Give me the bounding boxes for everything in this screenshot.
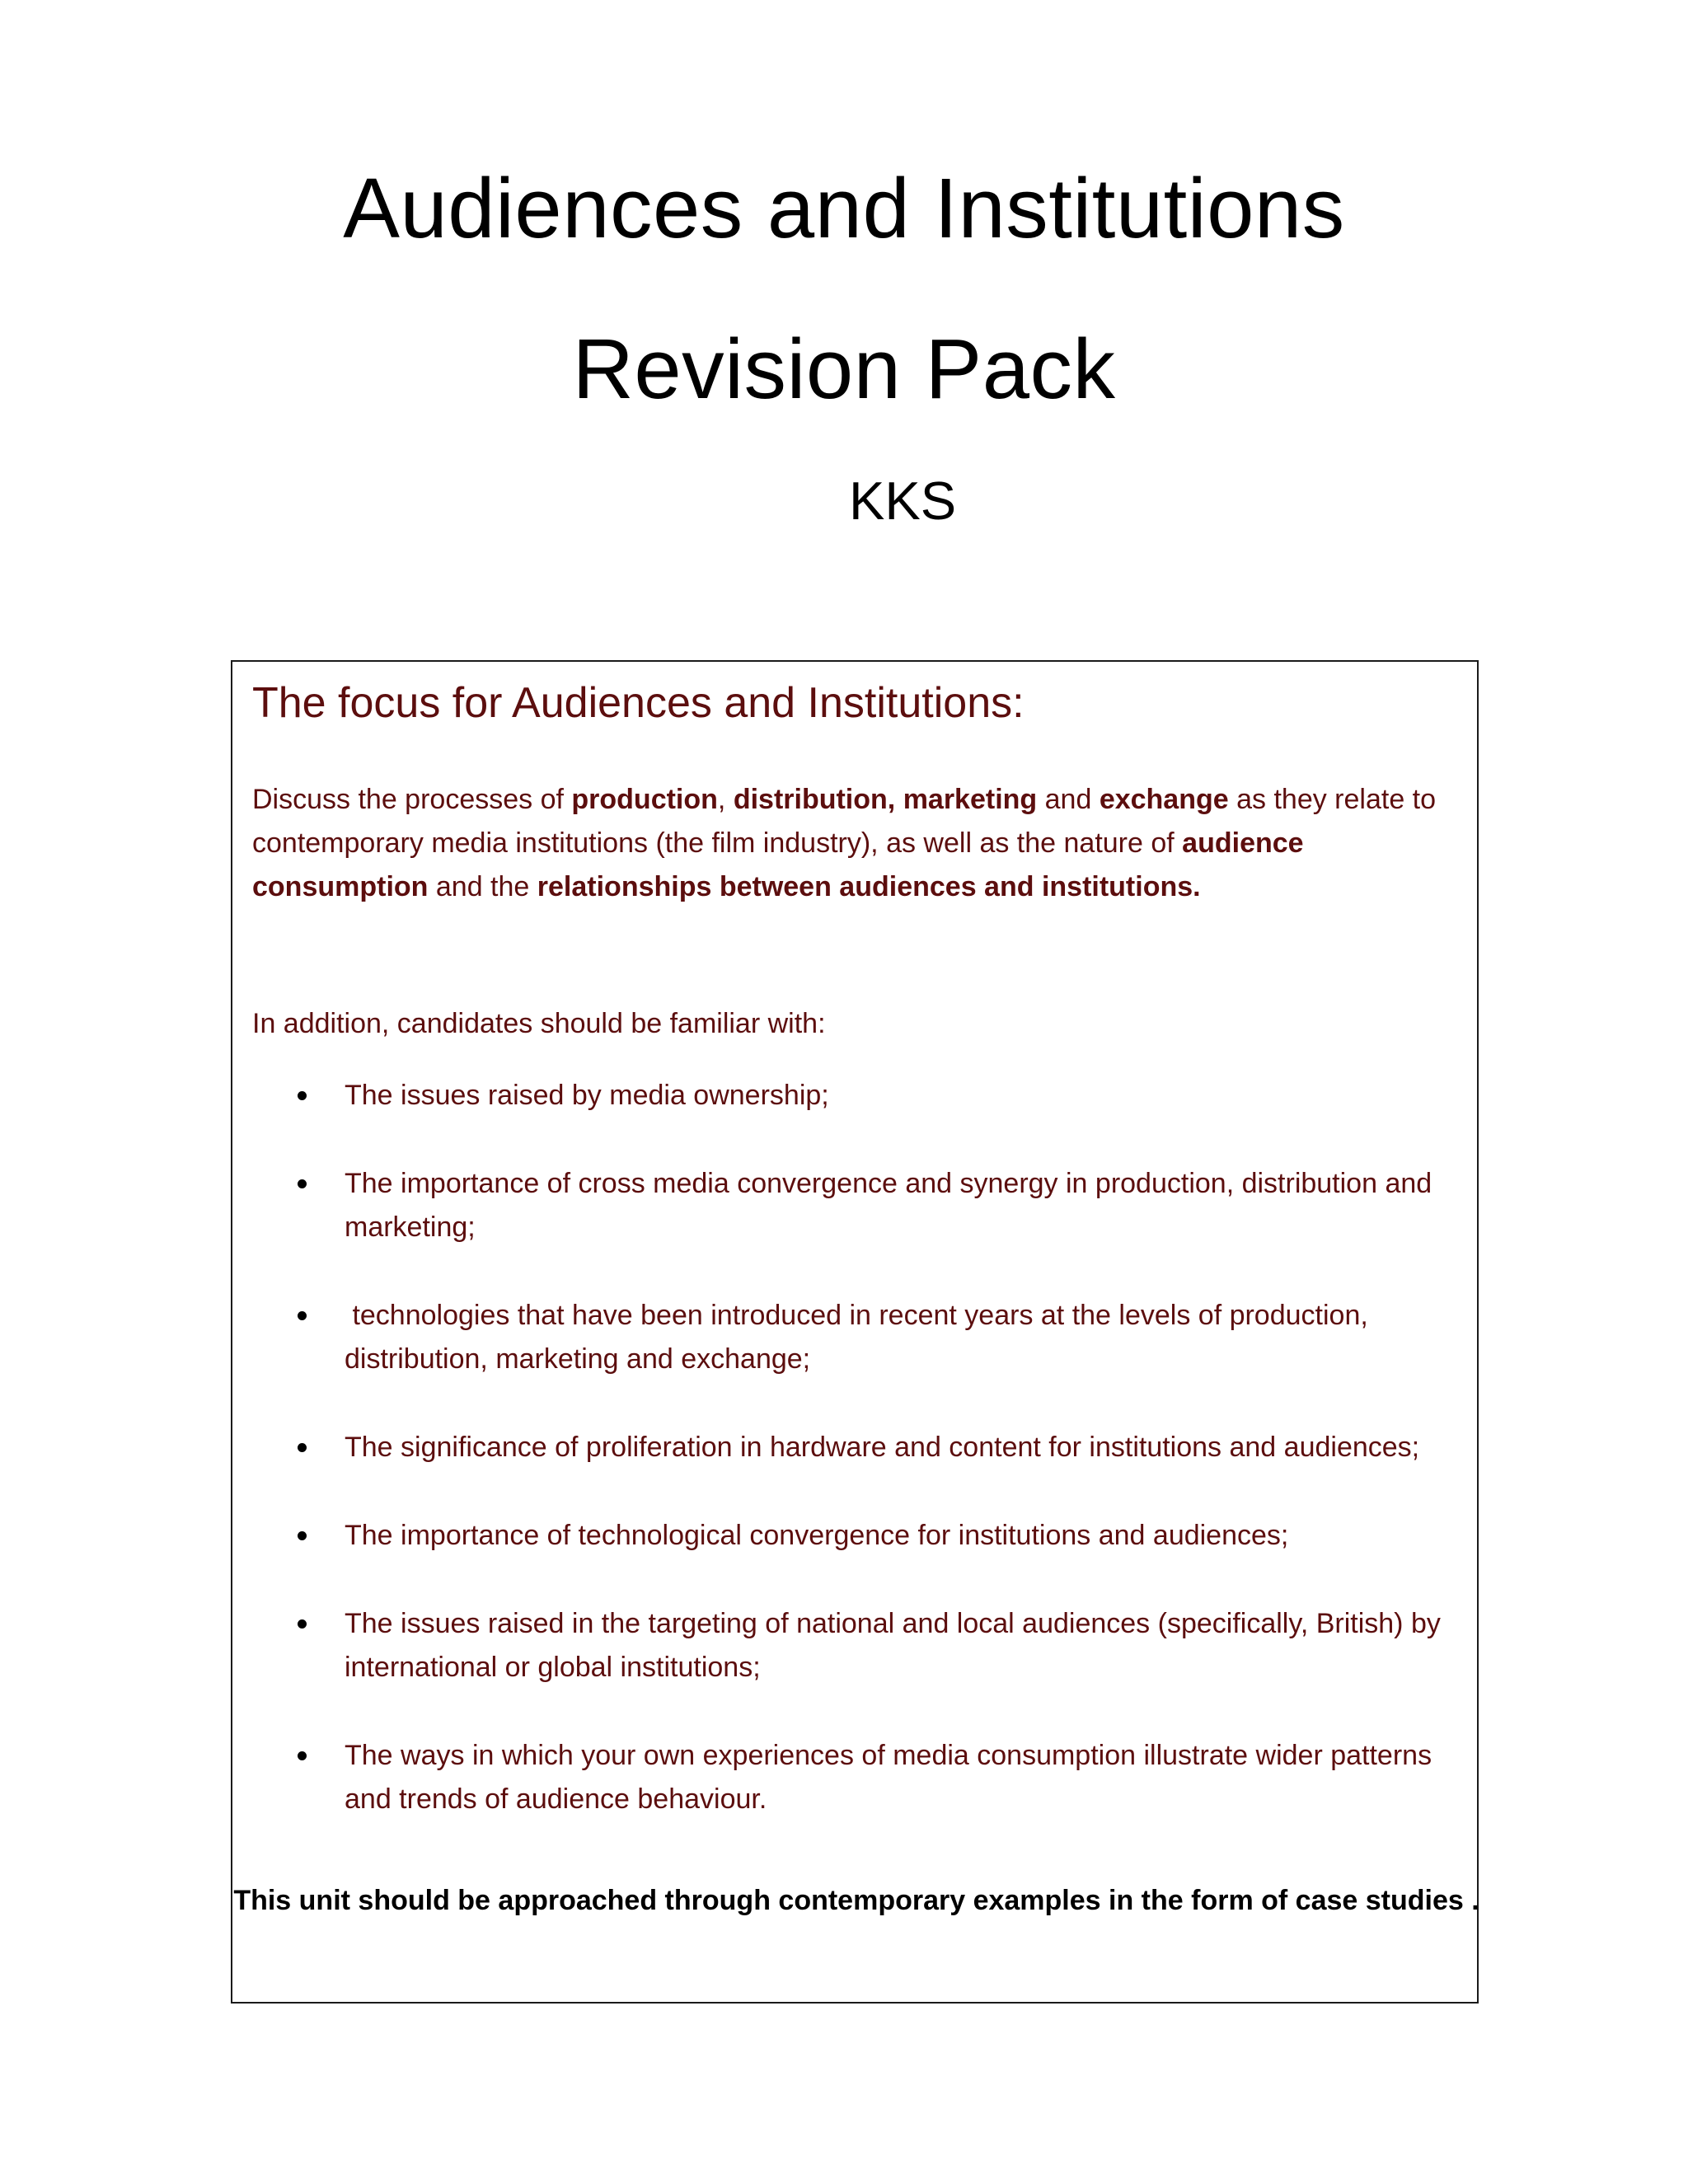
bullet-dot-icon	[298, 1619, 307, 1629]
bullet-text: The importance of cross media convergence and synergy in production, distribution and marketing;	[345, 1168, 1440, 1243]
intro-text-run: ,	[717, 784, 734, 815]
intro-key-term: audience consumption	[252, 827, 1304, 902]
bullet-text: The issues raised in the targeting of national and local audiences (specifically, British) by international or global institutions;	[345, 1608, 1449, 1683]
intro-key-term: distribution, marketing	[733, 784, 1038, 815]
author-initials: KKS	[849, 471, 957, 531]
intro-key-term: relationships between audiences and institutions.	[537, 871, 1201, 902]
document-title-line-2: Revision Pack	[572, 321, 1116, 416]
intro-text-run: and	[1037, 784, 1100, 815]
bullet-text: technologies that have been introduced in recent years at the levels of production, distribution, marketing and exchange;	[345, 1300, 1376, 1375]
bullet-text: The importance of technological convergence for institutions and audiences;	[345, 1520, 1289, 1551]
bullet-item	[232, 1426, 1480, 1469]
focus-heading: The focus for Audiences and Institutions:	[252, 679, 1025, 727]
bullet-dot-icon	[298, 1311, 307, 1320]
bullet-item	[232, 1294, 1480, 1381]
bullet-item	[232, 1162, 1480, 1249]
focus-box	[231, 660, 1479, 2004]
bullet-dot-icon	[298, 1443, 307, 1452]
focus-intro-paragraph	[252, 778, 1456, 909]
document-title-line-1: Audiences and Institutions	[343, 161, 1345, 255]
bullet-item	[232, 1514, 1480, 1558]
bullet-dot-icon	[298, 1179, 307, 1188]
intro-text-run: and the	[428, 871, 537, 902]
bullet-dot-icon	[298, 1751, 307, 1760]
familiar-with-intro: In addition, candidates should be familiar with:	[252, 1008, 826, 1039]
bullet-text: The issues raised by media ownership;	[345, 1080, 829, 1111]
bullet-item	[232, 1734, 1480, 1821]
bullet-dot-icon	[298, 1091, 307, 1100]
bullet-dot-icon	[298, 1531, 307, 1540]
intro-key-term: production	[571, 784, 718, 815]
topic-bullet-list	[232, 1074, 1480, 1866]
bullet-text: The significance of proliferation in hardware and content for institutions and audiences;	[345, 1432, 1420, 1463]
bullet-item	[232, 1602, 1480, 1690]
intro-key-term: exchange	[1099, 784, 1229, 815]
bullet-text: The ways in which your own experiences of media consumption illustrate wider patterns and trends of audience behaviour.	[345, 1740, 1440, 1815]
closing-note: This unit should be approached through contemporary examples in the form of case studies .	[233, 1885, 1479, 1916]
intro-text-run: Discuss the processes of	[252, 784, 572, 815]
bullet-item	[232, 1074, 1480, 1118]
intro-text-run: as they relate to contemporary media institutions (the film industry), as well as the nature of	[252, 784, 1437, 859]
